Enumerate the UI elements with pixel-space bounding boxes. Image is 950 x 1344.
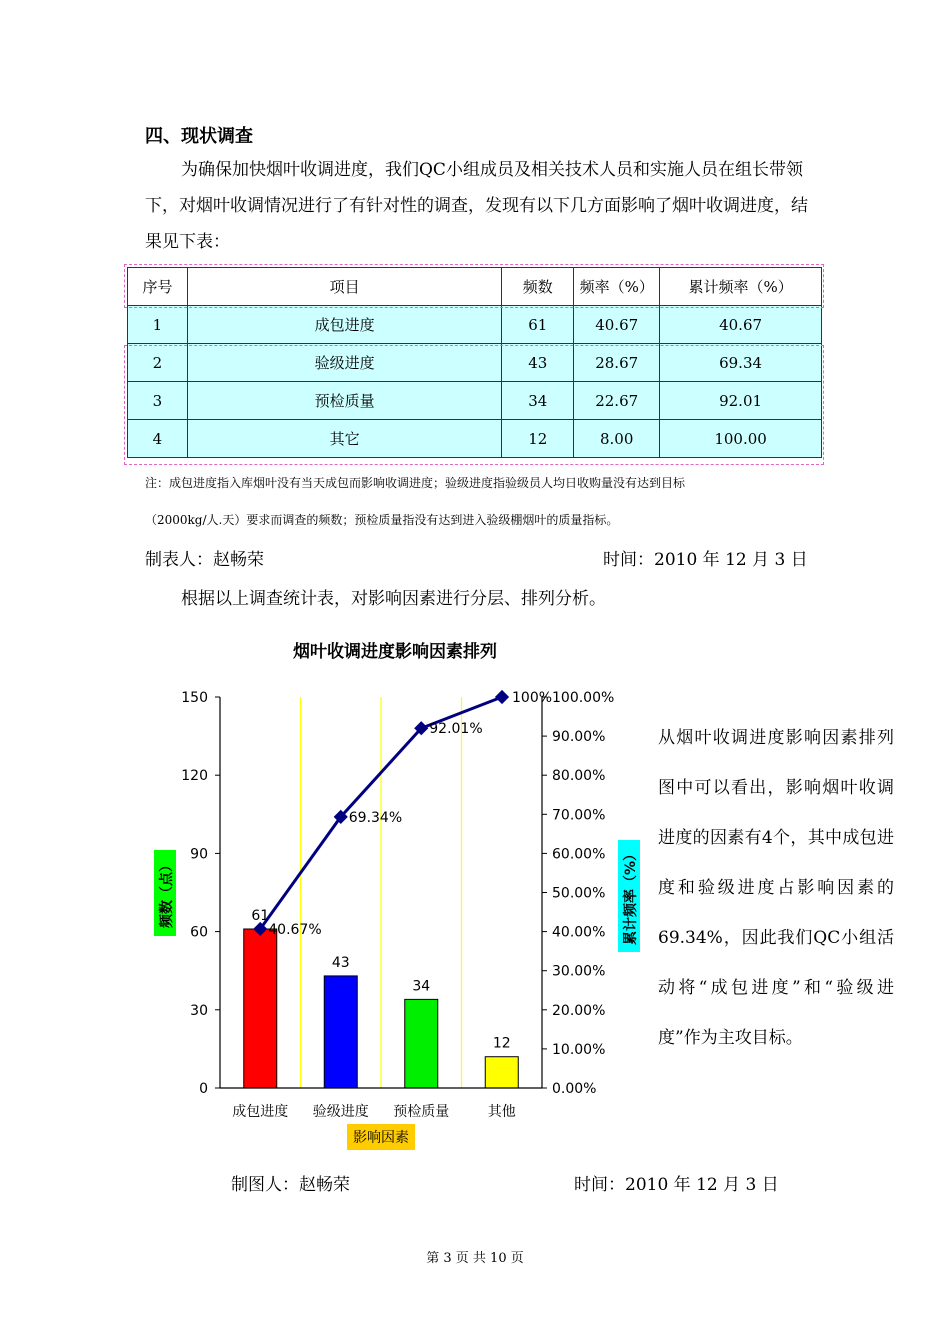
table-cell: 100.00	[660, 420, 822, 458]
table-cell: 34	[502, 382, 574, 420]
table-cell: 40.67	[660, 306, 822, 344]
y2-tick-label: 90.00%	[552, 729, 606, 746]
y-tick-label: 0	[199, 1081, 208, 1097]
bar-value-label: 43	[331, 954, 350, 971]
table-header-cell: 频数	[502, 268, 574, 306]
chart-title: 烟叶收调进度影响因素排列	[293, 642, 497, 662]
y2-tick-label: 100.00%	[552, 690, 615, 706]
table-cell: 43	[502, 344, 574, 382]
category-label: 验级进度	[312, 1104, 369, 1120]
y2-axis-label: 累计频率（%）	[623, 846, 639, 946]
page-number: 第 3 页 共 10 页	[426, 1251, 524, 1266]
table-note-line1: 注：成包进度指入库烟叶没有当天成包而影响收调进度；验级进度指验级员人均日收购量没有达到目标	[145, 476, 686, 490]
category-label: 预检质量	[393, 1104, 450, 1120]
table-cell: 40.67	[574, 306, 660, 344]
section-heading: 四、现状调查	[145, 126, 253, 147]
y-axis-label: 频数（点）	[159, 858, 175, 928]
survey-table	[127, 267, 822, 458]
bar-value-label: 12	[492, 1035, 511, 1052]
intro-paragraph: 为确保加快烟叶收调进度，我们QC小组成员及相关技术人员和实施人员在组长带领下，对烟叶收调情况进行了有针对性的调查，发现有以下几方面影响了烟叶收调进度，结果见下表：	[145, 160, 808, 252]
y2-tick-label: 10.00%	[552, 1041, 606, 1058]
table-cell: 28.67	[574, 344, 660, 382]
table-cell: 92.01	[660, 382, 822, 420]
y2-tick-label: 40.00%	[552, 924, 606, 941]
table-cell: 成包进度	[187, 306, 501, 344]
y2-tick-label: 80.00%	[552, 768, 606, 785]
chart-explanation: 从烟叶收调进度影响因素排列图中可以看出，影响烟叶收调进度的因素有4个，其中成包进度和验级进度占影响因素的69.34%，因此我们QC小组活动将“成包进度”和“验级进度”作为主攻目标。	[658, 728, 894, 1048]
cumulative-point	[495, 690, 509, 704]
y2-tick-label: 70.00%	[552, 807, 606, 824]
table-cell: 验级进度	[187, 344, 501, 382]
table-header-cell: 序号	[128, 268, 188, 306]
y-tick-label: 30	[190, 1002, 208, 1019]
table-row	[128, 306, 822, 344]
cumulative-label: 100%	[512, 690, 553, 706]
chart-author: 制图人：赵畅荣	[231, 1175, 350, 1195]
bar	[324, 976, 357, 1088]
table-cell: 预检质量	[187, 382, 501, 420]
table-row	[128, 382, 822, 420]
table-header-cell: 频率（%）	[574, 268, 660, 306]
table-header-cell: 项目	[187, 268, 501, 306]
y-tick-label: 150	[181, 690, 208, 706]
pareto-chart	[140, 680, 660, 1155]
table-cell: 61	[502, 306, 574, 344]
cumulative-label: 69.34%	[348, 809, 403, 826]
x-axis-label: 影响因素	[353, 1130, 409, 1146]
y2-tick-label: 60.00%	[552, 846, 606, 863]
table-row	[128, 420, 822, 458]
table-date: 时间：2010 年 12 月 3 日	[603, 550, 808, 570]
table-header-cell: 累计频率（%）	[660, 268, 822, 306]
table-cell: 1	[128, 306, 188, 344]
y2-tick-label: 30.00%	[552, 963, 606, 980]
category-label: 成包进度	[232, 1104, 289, 1120]
y-tick-label: 90	[190, 846, 208, 863]
y2-tick-label: 50.00%	[552, 885, 606, 902]
cumulative-label: 92.01%	[429, 721, 483, 738]
category-label: 其他	[487, 1104, 516, 1120]
table-cell: 3	[128, 382, 188, 420]
table-cell: 2	[128, 344, 188, 382]
bar	[244, 929, 277, 1088]
table-cell: 其它	[187, 420, 501, 458]
table-header-row	[128, 268, 822, 306]
table-cell: 8.00	[574, 420, 660, 458]
table-row	[128, 344, 822, 382]
y-tick-label: 120	[181, 768, 208, 785]
table-author: 制表人：赵畅荣	[145, 550, 264, 570]
table-cell: 69.34	[660, 344, 822, 382]
bar-value-label: 61	[251, 907, 270, 924]
y2-tick-label: 0.00%	[552, 1081, 597, 1097]
table-cell: 4	[128, 420, 188, 458]
y2-tick-label: 20.00%	[552, 1002, 606, 1019]
cumulative-label: 40.67%	[268, 921, 322, 938]
analysis-intro: 根据以上调查统计表，对影响因素进行分层、排列分析。	[181, 589, 606, 609]
bar-value-label: 34	[412, 978, 431, 995]
y-tick-label: 60	[190, 924, 208, 941]
table-cell: 22.67	[574, 382, 660, 420]
bar	[485, 1057, 518, 1088]
chart-date: 时间：2010 年 12 月 3 日	[574, 1175, 779, 1195]
table-note-line2: （2000kg/人.天）要求而调查的频数；预检质量指没有达到进入验级棚烟叶的质量指标。	[145, 513, 619, 527]
table-cell: 12	[502, 420, 574, 458]
bar	[405, 999, 438, 1088]
